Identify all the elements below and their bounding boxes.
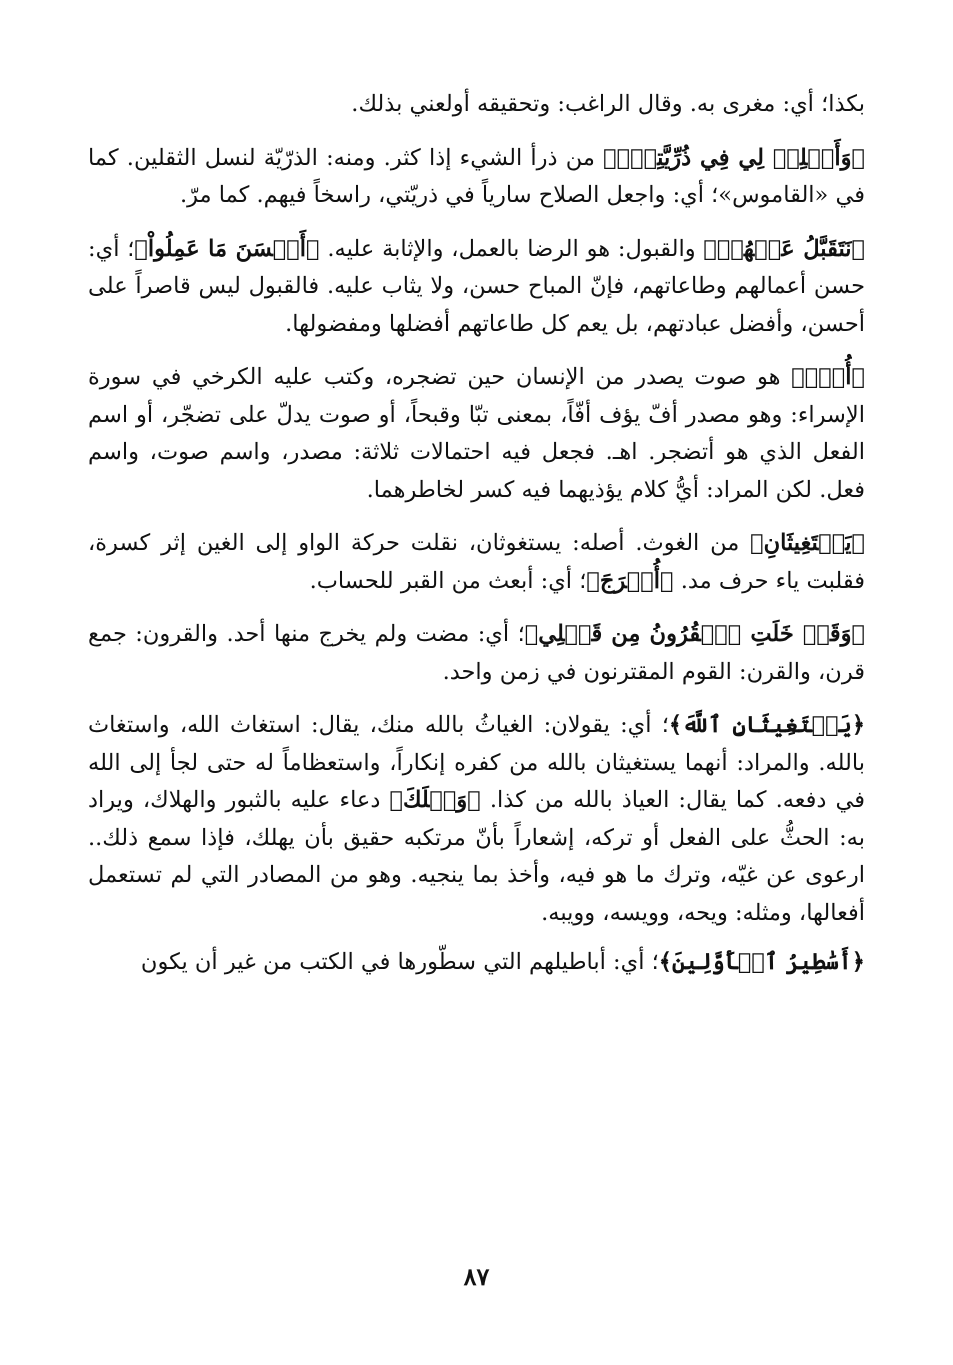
paragraph-5: [88, 525, 865, 600]
page-number: ٨٧: [463, 1262, 490, 1291]
quran-quote: ﴿وَقَدۡ خَلَتِ ٱلۡقُرُونُ مِن قَبۡلِي﴾: [524, 621, 865, 647]
paragraph-3: [88, 231, 865, 344]
paragraph-6: [88, 616, 865, 691]
quran-quote: ﴿يَسۡتَغِيثَانِ﴾: [750, 530, 865, 556]
quran-quote: ﴿يَسۡتَغِيثَانِ ٱللَّهَ﴾: [668, 712, 866, 738]
paragraph-text: ؛ أي: أباطيلهم التي سطّورها في الكتب من غير أن يكون: [140, 949, 659, 975]
quran-quote: ﴿أَحۡسَنَ مَا عَمِلُواْ﴾: [134, 235, 320, 262]
paragraph-text: ؛ أي: يقولان: الغياثُ بالله منك، يقال: استغاث الله، واستغاث بالله. والمراد: أنهما يستغيثان بالله من كفره إنكاراً، واستعظاماً له حتى لجأ إلى الله في دفعه. كما يقال: العياذ بالله من كذا.: [88, 712, 866, 813]
quran-quote: ﴿وَأَصۡلِحۡ لِي فِي ذُرِّيَّتِيٓۖ﴾: [603, 144, 866, 171]
paragraph-text: ؛ أي: حسن أعمالهم وطاعاتهم، فإنّ المباح حسن، ولا يثاب عليه. فالقبول ليس قاصراً على أحسن، وأفضل عبادتهم، بل يعم كل طاعاتهم أفضلها ومفضولها.: [88, 235, 865, 337]
paragraph-2: [88, 140, 865, 215]
page-body: [88, 86, 865, 982]
paragraph-text: والقبول: هو الرضا بالعمل، والإثابة عليه.: [319, 235, 704, 262]
paragraph-1: [88, 86, 865, 124]
paragraph-text: بكذا؛ أي: مغرى به. وقال الراغب: وتحقيقه أولعني بذلك.: [351, 91, 865, 117]
quran-quote: ﴿نَتَقَبَّلُ عَنۡهُمۡ﴾: [703, 235, 866, 262]
paragraph-4: [88, 359, 865, 509]
quran-quote: ﴿أُخۡرَجَ﴾: [586, 567, 674, 594]
paragraph-text: دعاء عليه بالثبور والهلاك، ويراد به: الحثُّ على الفعل أو تركه، إشعاراً بأنّ مرتكبه حقيق بأن يهلك، فإذا سمع ذلك.. ارعوى عن غيّه، وترك ما هو فيه، وأخذ بما ينجيه. وهو من المصادر التي لم تستعمل أفعالها، ومثله: ويحه، وويسه، وويبه.: [88, 787, 865, 926]
quran-quote: ﴿أَسَٰطِيرُ ٱلۡأَوَّلِينَ﴾: [658, 949, 865, 975]
paragraph-text: هو صوت يصدر من الإنسان حين تضجره، وكتب عليه الكرخي في سورة الإسراء: وهو مصدر أفّ يؤف أفّاً، بمعنى تبّا وقبحاً، أو صوت يدلّ على تضجّر، أو اسم الفعل الذي هو أتضجر. اهـ. فجعل فيه احتمالات ثلاثة: مصدر، واسم صوت، واسم فعل. لكن المراد: أيُّ كلام يؤذيهما فيه كسر لخاطرهما.: [88, 364, 865, 503]
paragraph-7: [88, 707, 865, 932]
paragraph-text: من ذرأ الشيء إذا كثر. ومنه: الذرّيّة لنسل الثقلين. كما في «القاموس»؛ أي: واجعل الصلاح سارياً في ذريّتي، راسخاً فيهم. كما مرّ.: [88, 144, 865, 208]
paragraph-text: ؛ أي: مضت ولم يخرج منها أحد. والقرون: جمع قرن، والقرن: القوم المقترنون في زمن واحد.: [88, 621, 865, 685]
quran-quote: ﴿وَيۡلَكَ﴾: [389, 787, 481, 813]
paragraph-text: من الغوث. أصله: يستغوثان، نقلت حركة الواو إلى الغين إثر كسرة، فقلبت ياء حرف مد.: [88, 530, 865, 594]
quran-quote: ﴿أُفّٖ﴾: [791, 364, 865, 390]
paragraph-text: ؛ أي: أبعث من القبر للحساب.: [309, 567, 587, 594]
paragraph-8: [88, 944, 865, 982]
